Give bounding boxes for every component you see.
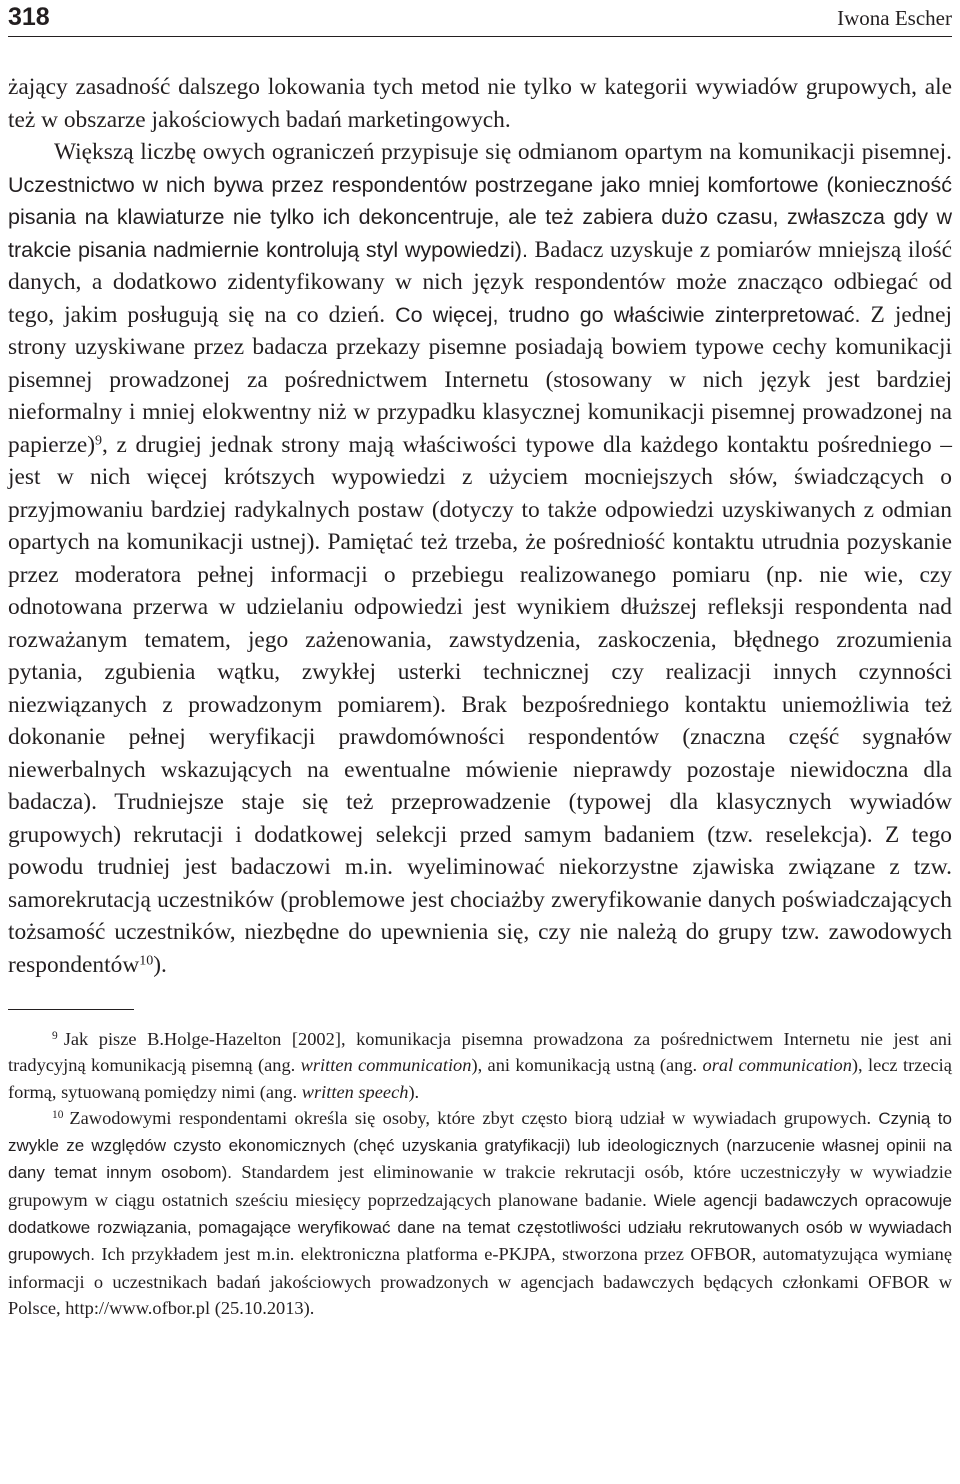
- footnote-italic-term: written speech: [301, 1081, 409, 1102]
- footnote-text: Standardem jest eliminowanie w trakcie rekrutacji osób, które uczestniczyły w wywiadzie grupowym w ciągu ostatnich sześciu miesięcy poprzedzających planowane badanie.: [8, 1162, 952, 1210]
- footnote-mark: 10: [52, 1109, 64, 1122]
- footnote-text: ), lecz trzecią formą, sytuowaną pomiędzy nimi (ang.: [8, 1055, 952, 1102]
- paragraph-text: Większą liczbę owych ograniczeń przypisuje się odmianom opartym na komunikacji pisemnej.: [54, 139, 952, 165]
- paragraph-text: żający zasadność dalszego lokowania tych metod nie tylko w kategorii wywiadów grupowych, ale też w obszarze jakościowych badań marketingowych.: [8, 74, 952, 133]
- footnote-text-sans: Wiele agencji badawczych opracowuje dodatkowe rozwiązania, pomagające weryfikować dane na temat częstotliwości udziału rekrutowanych osób w wywiadach grupowych.: [8, 1190, 952, 1265]
- paragraph-text-sans: Co więcej, trudno go właściwie zinterpretować.: [395, 302, 861, 327]
- page-number: 318: [8, 3, 50, 31]
- paragraph: [8, 136, 952, 981]
- footnote-9: [8, 1026, 952, 1105]
- paragraph-continuation: [8, 71, 952, 136]
- footnote-text: Ich przykładem jest m.in. elektroniczna platforma e-PKJPA, stworzona przez OFBOR, automatyzująca wymianę informacji o uczestnikach badań jakościowych prowadzonych w agencjach badawczych będących członkami OFBOR w Polsce, http://www.ofbor.pl (25.10.2013).: [8, 1244, 952, 1318]
- footnote-italic-term: oral communication: [702, 1055, 852, 1076]
- footnote-text: Jak pisze B.Holge-Hazelton [2002], komunikacja pisemna prowadzona za pośrednictwem Internetu nie jest ani tradycyjną komunikacją pisemną (ang.: [8, 1029, 952, 1076]
- paragraph-text: Z jednej strony uzyskiwane przez badacza przekazy pisemne posiadają bowiem typowe cechy komunikacji pisemnej prowadzonej za pośrednictwem Internetu (stosowany w nich język jest bardziej nieformalny i mniej elokwentny niż w przypadku klasycznej komunikacji pisemnej prowadzonej na papierze): [8, 301, 953, 458]
- paragraph-text: ).: [153, 951, 167, 978]
- main-text: [8, 71, 952, 981]
- footnote-ref-10[interactable]: 10: [139, 951, 154, 968]
- footnote-mark: 9: [52, 1030, 58, 1043]
- footnote-10: [8, 1105, 952, 1321]
- paragraph-text: , z drugiej jednak strony mają właściwości typowe dla każdego kontaktu pośredniego – jest w nich więcej krótszych wypowiedzi z użyciem mocniejszych słów, świadczących o przyjmowaniu bardziej radykalnych postaw (dotyczy to także odpowiedzi uzyskiwanych z odmian opartych na komunikacji ustnej). Pamiętać też trzeba, że pośredniość kontaktu utrudnia pozyskanie przez moderatora pełnej informacji o przebiegu realizowanego pomiaru (np. nie wie, czy odnotowana przerwa w udzielaniu odpowiedzi jest wynikiem dłuższej refleksji respondenta nad rozważanym tematem, jego zażenowania, zawstydzenia, zaskoczenia, błędnego zrozumienia pytania, zgubienia wątku, zwykłej usterki technicznej czy realizacji innych czynności niezwiązanych z prowadzonym pomiarem). Brak bezpośredniego kontaktu uniemożliwia też dokonanie pełnej weryfikacji prawdomówności respondentów (znaczna część sygnałów niewerbalnych wskazujących na ewentualne mówienie nieprawdy pozostaje niewidoczna dla badacza). Trudniejsze staje się też przeprowadzenie (typowej dla klasycznych wywiadów grupowych) rekrutacji i dodatkowej selekcji przed samym badaniem (tzw. reselekcja). Z tego powodu trudniej jest badaczowi m.in. wyeliminować niekorzystne zjawiska związane z tzw. samorekrutacją uczestników (problemowe jest chociażby zweryfikowanie danych poświadczających tożsamość uczestników, niezbędne do upewnienia się, czy nie należą do grupy tzw. zawodowych respondentów: [8, 431, 952, 978]
- footnote-text: ), ani komunikacją ustną (ang.: [471, 1055, 698, 1076]
- footnote-italic-term: written communication: [300, 1055, 472, 1076]
- paragraph-text: Badacz uzyskuje z pomiarów mniejszą ilość danych, a dodatkowo zidentyfikowany w nich język respondentów może znacząco odbiegać od tego, jakim posługują się na co dzień.: [8, 236, 952, 328]
- book-page: [8, 0, 952, 1321]
- footnote-divider: [8, 1009, 134, 1010]
- footnotes: [8, 1026, 952, 1321]
- paragraph-text-sans: Uczestnictwo w nich bywa przez respondentów postrzegane jako mniej komfortowe (konieczność pisania na klawiaturze nie tylko ich dekoncentruje, ale też zabiera dużo czasu, zwłaszcza gdy w trakcie pisania nadmiernie kontrolują styl wypowiedzi).: [8, 172, 952, 262]
- running-header: [8, 0, 952, 37]
- footnote-ref-9[interactable]: 9: [95, 431, 103, 448]
- running-head-author: Iwona Escher: [837, 6, 952, 30]
- footnote-text: ).: [408, 1081, 420, 1102]
- footnote-text-sans: Czynią to zwykle ze względów czysto ekonomicznych (chęć uzyskania gratyfikacji) lub ideologicznych (narzucenie własnej opinii na dany temat innym osobom).: [8, 1108, 952, 1183]
- footnote-text: Zawodowymi respondentami określa się osoby, które zbyt często biorą udział w wywiadach grupowych.: [69, 1107, 872, 1128]
